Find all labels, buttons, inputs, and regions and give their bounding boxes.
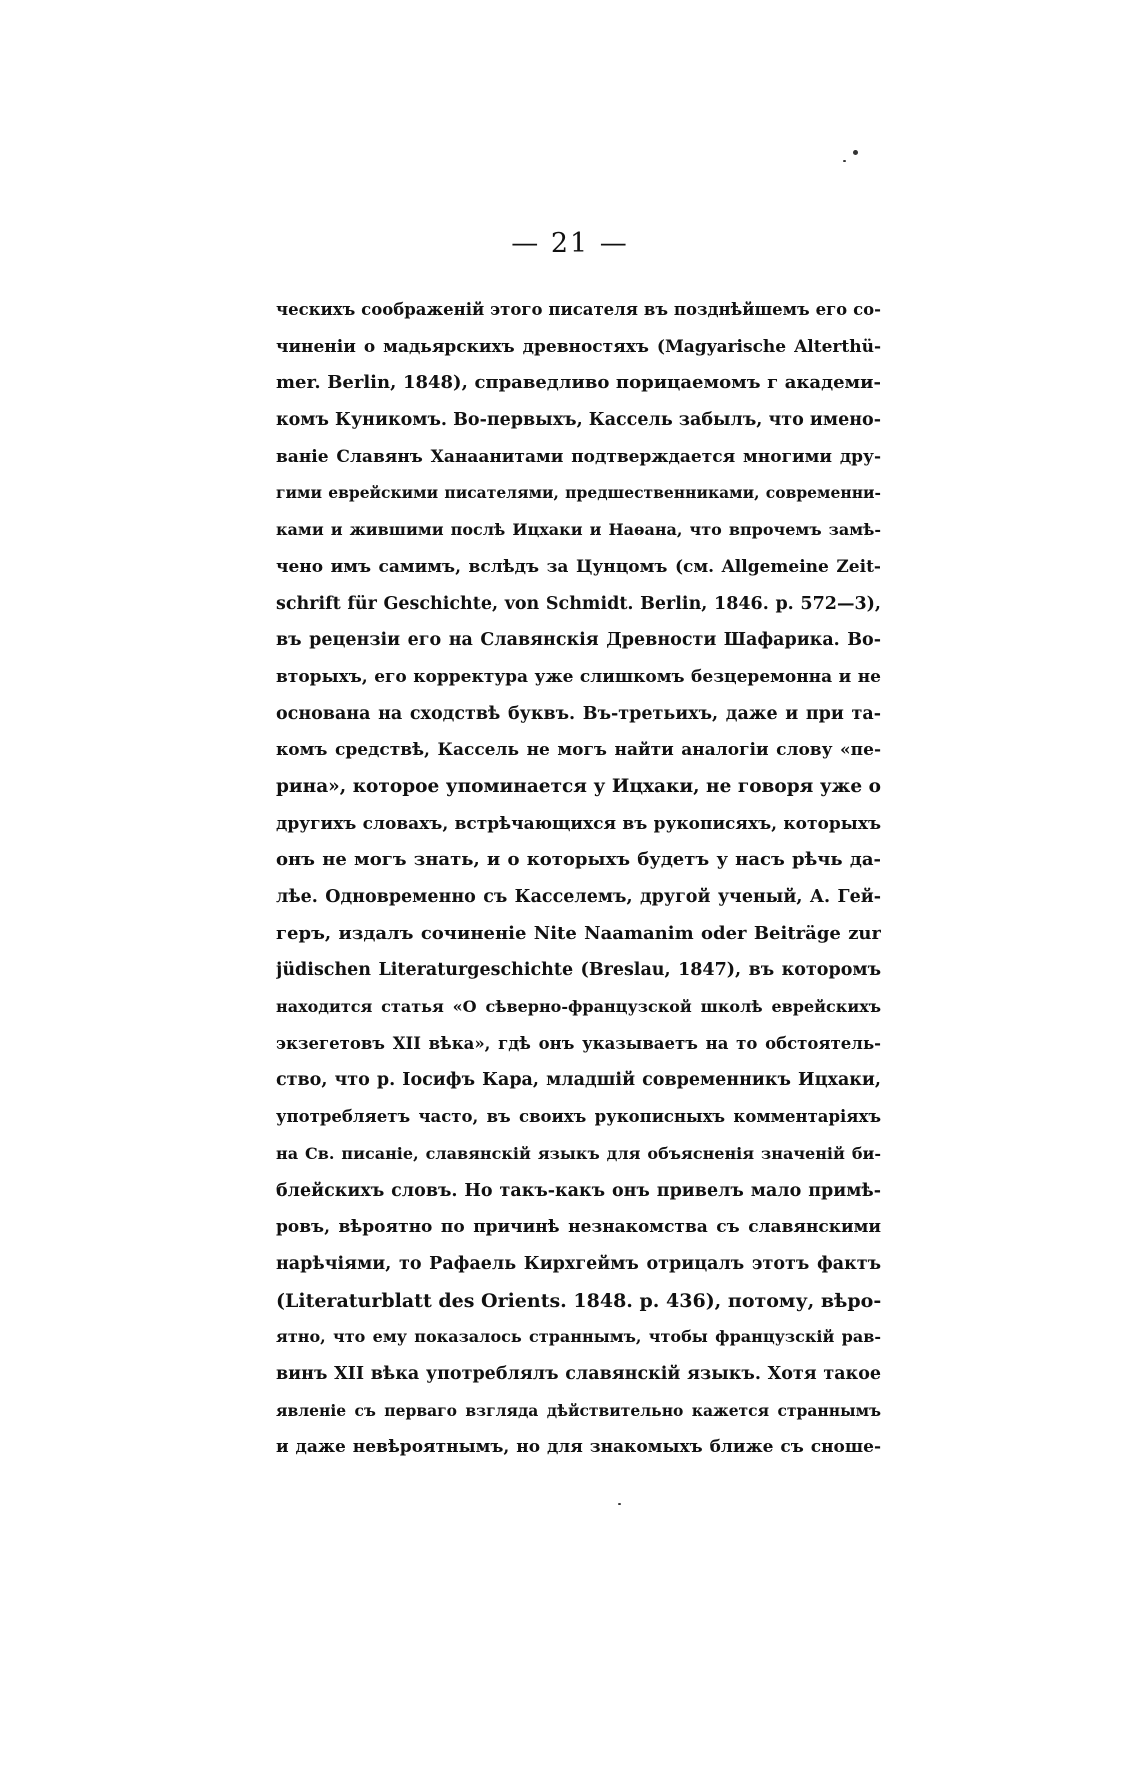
text-line: schrift für Geschichte, von Schmidt. Berlin, 1846. p. 572—3),: [276, 593, 881, 614]
text-line: въ рецензіи его на Славянскія Древности Шафарика. Во-: [276, 630, 881, 651]
text-line: онъ не могъ знать, и о которыхъ будетъ у насъ рѣчь да-: [276, 849, 881, 871]
text-line: mer. Berlin, 1848), справедливо порицаемомъ г академи-: [276, 372, 881, 394]
text-line: находится статья «О сѣверно-французской школѣ еврейскихъ: [276, 997, 881, 1017]
text-line: ческихъ соображеній этого писателя въ позднѣйшемъ его со-: [276, 300, 881, 319]
text-line: чиненіи о мадьярскихъ древностяхъ (Magyarische Alterthü-: [276, 336, 881, 357]
text-line: комъ Куникомъ. Во-первыхъ, Кассель забылъ, что имено-: [276, 410, 881, 431]
text-line: ками и жившими послѣ Ицхаки и Наѳана, что впрочемъ замѣ-: [276, 520, 881, 540]
text-line: лѣе. Одновременно съ Касселемъ, другой ученый, А. Гей-: [276, 887, 881, 907]
text-line: комъ средствѣ, Кассель не могъ найти аналогіи слову «пе-: [276, 740, 881, 761]
page-number: — 21 —: [511, 228, 629, 259]
text-line: основана на сходствѣ буквъ. Въ-третьихъ, даже и при та-: [276, 703, 881, 724]
text-line: рина», которое упоминается у Ицхаки, не говоря уже о: [276, 775, 881, 797]
text-line: экзегетовъ XII вѣка», гдѣ онъ указываетъ на то обстоятель-: [276, 1033, 881, 1053]
text-line: ваніе Славянъ Ханаанитами подтверждается многими дру-: [276, 446, 881, 467]
text-line: (Literaturblatt des Orients. 1848. p. 436), потому, вѣро-: [276, 1289, 881, 1312]
text-line: и даже невѣроятнымъ, но для знакомыхъ ближе съ сноше-: [276, 1437, 881, 1458]
text-line: геръ, издалъ сочиненіе Nite Naamanim oder Beiträge zur: [276, 922, 881, 944]
text-line: явленіе съ перваго взгляда дѣйствительно кажется страннымъ: [276, 1400, 881, 1420]
text-line: ровъ, вѣроятно по причинѣ незнакомства съ славянскими: [276, 1217, 881, 1238]
text-line: чено имъ самимъ, вслѣдъ за Цунцомъ (см. Allgemeine Zeit-: [276, 556, 881, 577]
text-line: нарѣчіями, то Рафаель Кирхгеймъ отрицалъ этотъ фактъ: [276, 1253, 881, 1274]
text-line: другихъ словахъ, встрѣчающихся въ рукописяхъ, которыхъ: [276, 813, 881, 834]
text-line: ство, что р. Іосифъ Кара, младшій современникъ Ицхаки,: [276, 1070, 881, 1091]
body-text: [276, 292, 881, 1466]
text-line: ятно, что ему показалось страннымъ, чтобы французскій рав-: [276, 1327, 881, 1347]
ink-speck: [618, 1503, 621, 1505]
text-line: употребляетъ часто, въ своихъ рукописныхъ комментаріяхъ: [276, 1107, 881, 1127]
text-line: вторыхъ, его корректура уже слишкомъ безцеремонна и не: [276, 666, 881, 687]
text-line: винъ XII вѣка употреблялъ славянскій языкъ. Хотя такое: [276, 1363, 881, 1384]
ink-speck: [843, 160, 846, 162]
text-line: jüdischen Literaturgeschichte (Breslau, 1847), въ которомъ: [276, 960, 881, 981]
text-line: гими еврейскими писателями, предшественниками, современни-: [276, 483, 881, 503]
text-line: блейскихъ словъ. Но такъ-какъ онъ привелъ мало примѣ-: [276, 1180, 881, 1201]
text-line: на Св. писаніе, славянскій языкъ для объясненія значеній би-: [276, 1143, 881, 1163]
ink-speck: [853, 150, 858, 155]
